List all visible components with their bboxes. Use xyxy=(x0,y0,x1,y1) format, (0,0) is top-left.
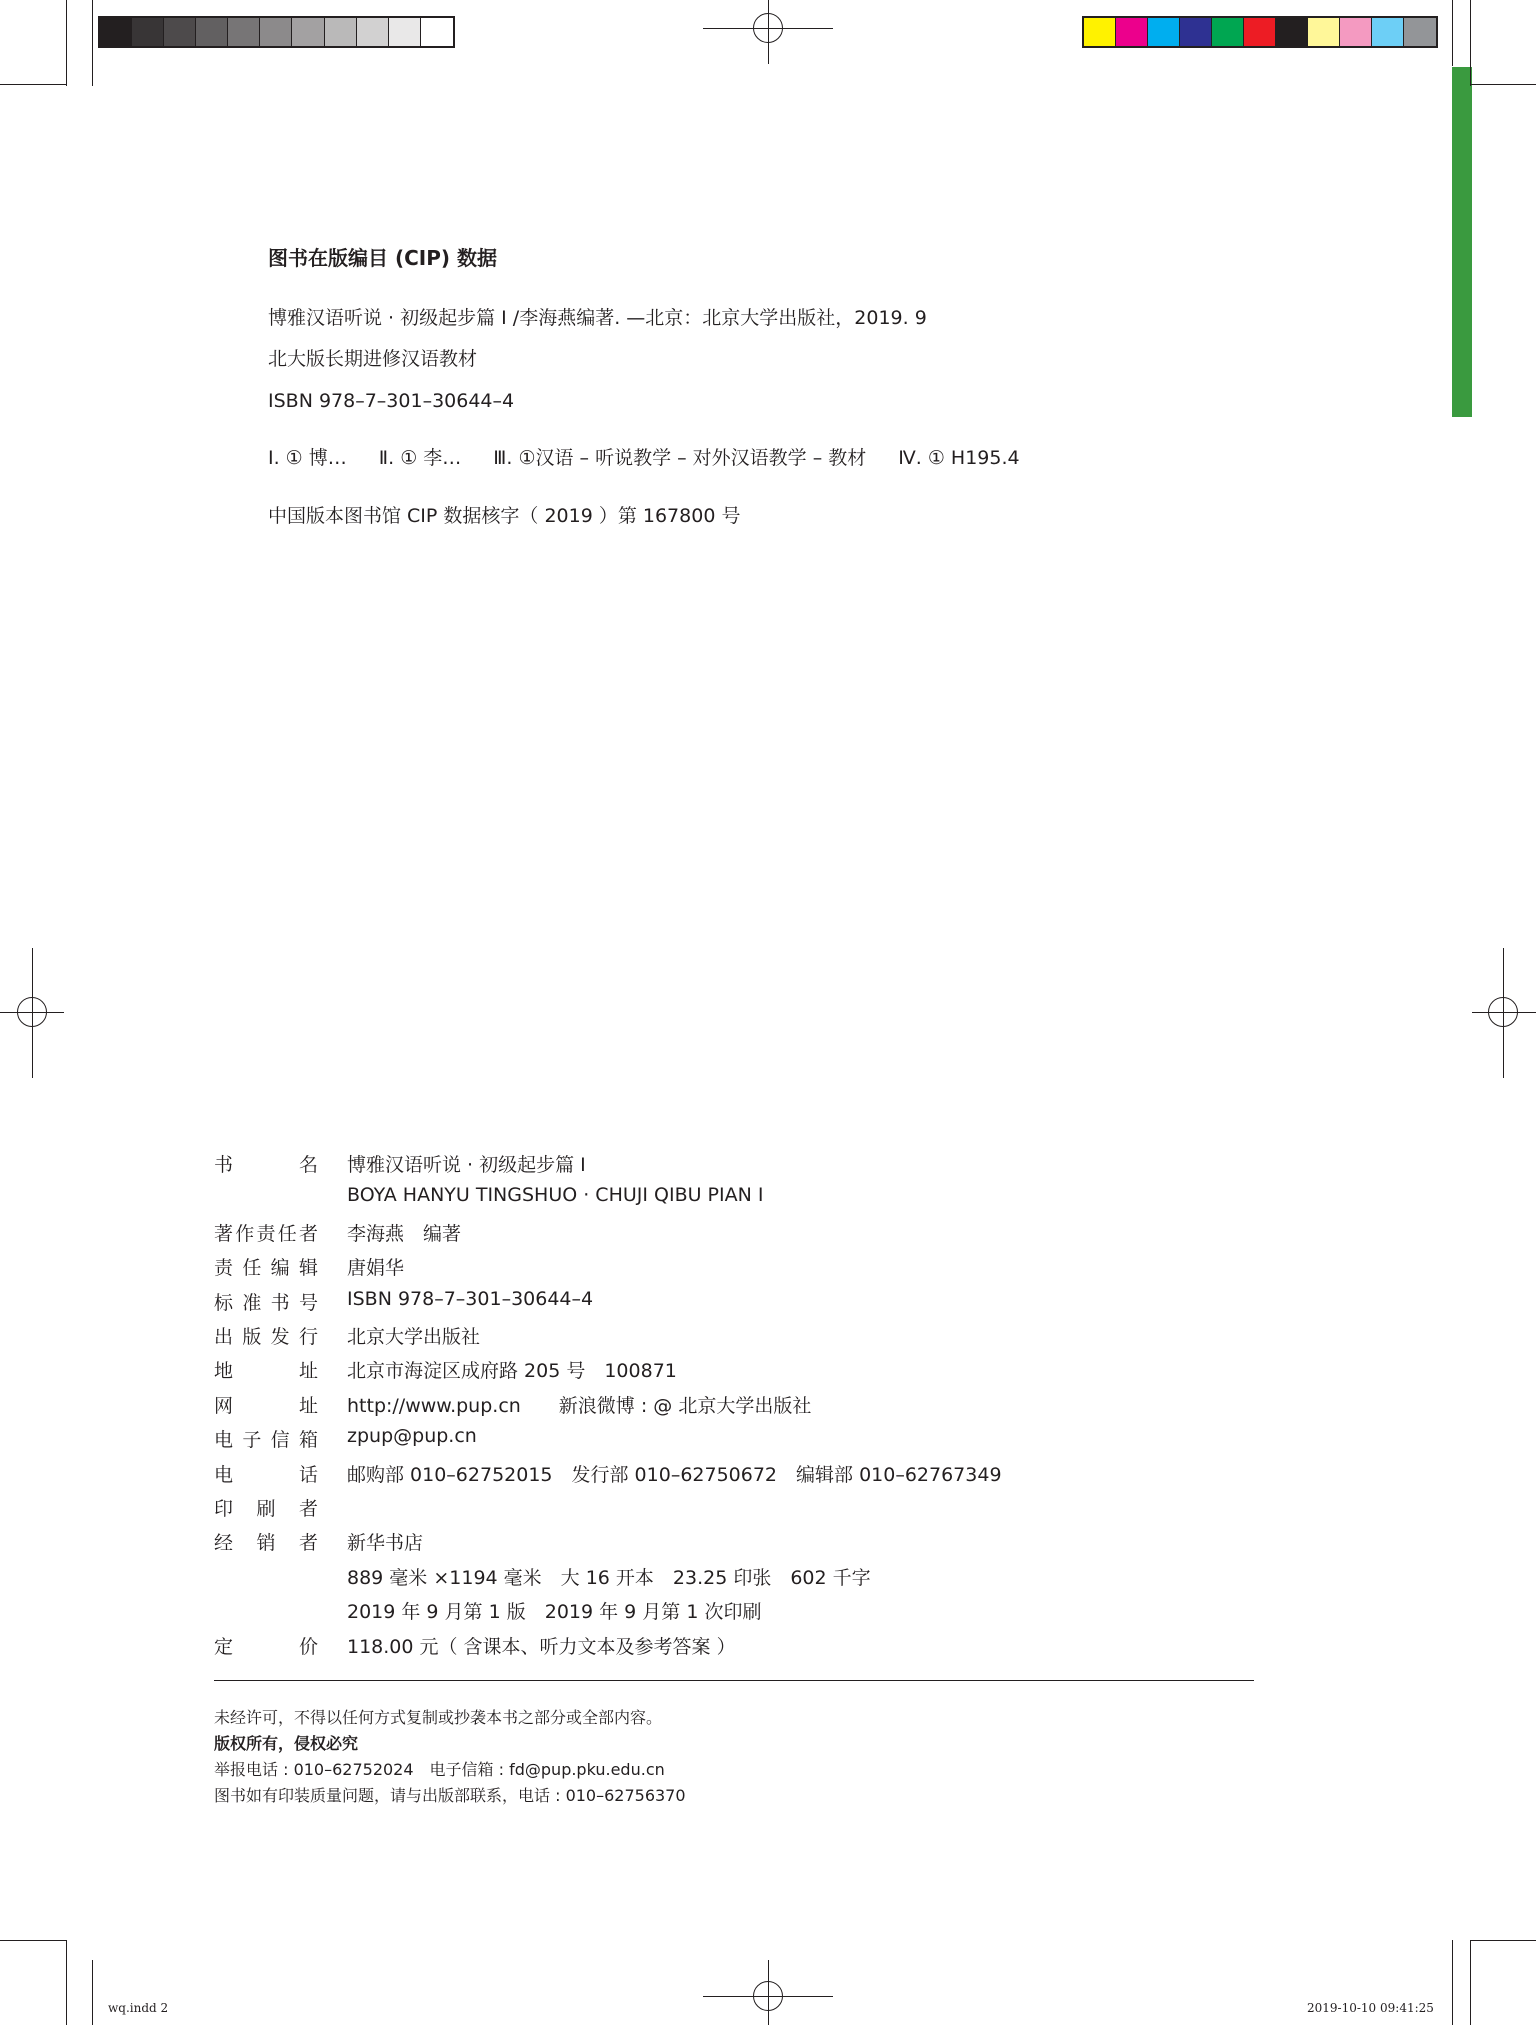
color-swatch xyxy=(1148,18,1180,46)
cip-bibliographic-line: 博雅汉语听说 · 初级起步篇 Ⅰ /李海燕编著. —北京：北京大学出版社，2019. 9 xyxy=(268,307,927,329)
colophon-label: 责 任 编 辑 xyxy=(214,1257,318,1280)
quality-contact: 图书如有印装质量问题，请与出版部联系，电话 : 010–62756370 xyxy=(214,1786,686,1805)
color-swatch xyxy=(1372,18,1404,46)
cip-isbn-line: ISBN 978–7–301–30644–4 xyxy=(268,390,515,412)
colophon-label: 著 作 责 任 者 xyxy=(214,1222,318,1245)
color-swatch xyxy=(1276,18,1308,46)
copy-notice: 未经许可，不得以任何方式复制或抄袭本书之部分或全部内容。 xyxy=(214,1708,663,1727)
colophon-value: BOYA HANYU TINGSHUO · CHUJI QIBU PIAN Ⅰ xyxy=(347,1184,764,1207)
colophon-value: 北京市海淀区成府路 205 号 100871 xyxy=(347,1360,677,1383)
gray-swatch xyxy=(357,18,389,46)
colophon-label: 网 址 xyxy=(214,1394,318,1417)
cip-number: 中国版本图书馆 CIP 数据核字（ 2019 ）第 167800 号 xyxy=(268,505,741,527)
colophon-value: 李海燕 编著 xyxy=(347,1222,462,1245)
colophon-value: http://www.pup.cn 新浪微博 : @ 北京大学出版社 xyxy=(347,1394,812,1417)
cip-title: 图书在版编目 (CIP) 数据 xyxy=(268,246,497,270)
rights-notice: 版权所有，侵权必究 xyxy=(214,1734,359,1753)
colophon-value: 2019 年 9 月第 1 版 2019 年 9 月第 1 次印刷 xyxy=(347,1601,762,1624)
color-swatch xyxy=(1180,18,1212,46)
gray-swatch xyxy=(389,18,421,46)
footer-file: wq.indd 2 xyxy=(108,2001,169,2015)
color-swatch xyxy=(1244,18,1276,46)
colophon-value: 博雅汉语听说 · 初级起步篇 Ⅰ xyxy=(347,1154,586,1176)
grayscale-bar xyxy=(98,16,455,48)
cip-class-3: Ⅲ. ①汉语 – 听说教学 – 对外汉语教学 – 教材 xyxy=(493,447,867,469)
cip-class-1: Ⅰ. ① 博… xyxy=(268,447,347,469)
colophon-value: 邮购部 010–62752015 发行部 010–62750672 编辑部 010–62767349 xyxy=(347,1463,1002,1486)
gray-swatch xyxy=(132,18,164,46)
cip-series-line: 北大版长期进修汉语教材 xyxy=(268,348,478,370)
color-swatch xyxy=(1404,18,1436,46)
colophon-value: 唐娟华 xyxy=(347,1257,405,1280)
cip-classification-line xyxy=(268,449,1020,468)
cip-class-4: Ⅳ. ① H195.4 xyxy=(898,447,1020,469)
colophon-value: zpup@pup.cn xyxy=(347,1425,477,1448)
color-bar xyxy=(1082,16,1438,48)
gray-swatch xyxy=(260,18,292,46)
colophon-label: 定 价 xyxy=(214,1635,318,1658)
colophon-label: 印 刷 者 xyxy=(214,1498,318,1520)
gray-swatch xyxy=(228,18,260,46)
color-swatch xyxy=(1116,18,1148,46)
footer-timestamp: 2019-10-10 09:41:25 xyxy=(1307,2001,1434,2015)
gray-swatch xyxy=(100,18,132,46)
colophon-label: 地 址 xyxy=(214,1360,318,1383)
colophon-label: 出 版 发 行 xyxy=(214,1326,318,1348)
colophon-label: 书 名 xyxy=(214,1154,318,1176)
gray-swatch xyxy=(421,18,453,46)
section-tab xyxy=(1452,67,1472,417)
colophon-label: 经 销 者 xyxy=(214,1532,318,1555)
colophon-label: 电 子 信 箱 xyxy=(214,1429,318,1452)
colophon-value: 新华书店 xyxy=(347,1532,424,1555)
divider xyxy=(214,1680,1254,1681)
cip-class-2: Ⅱ. ① 李… xyxy=(378,447,462,469)
colophon-label: 标 准 书 号 xyxy=(214,1291,318,1314)
colophon-value: 118.00 元（ 含课本、听力文本及参考答案 ） xyxy=(347,1635,736,1658)
gray-swatch xyxy=(164,18,196,46)
colophon-label: 电 话 xyxy=(214,1463,318,1486)
color-swatch xyxy=(1212,18,1244,46)
color-swatch xyxy=(1308,18,1340,46)
color-swatch xyxy=(1340,18,1372,46)
gray-swatch xyxy=(325,18,357,46)
color-swatch xyxy=(1084,18,1116,46)
colophon-value: 889 毫米 ×1194 毫米 大 16 开本 23.25 印张 602 千字 xyxy=(347,1566,871,1589)
colophon-value: ISBN 978–7–301–30644–4 xyxy=(347,1287,594,1310)
gray-swatch xyxy=(292,18,324,46)
gray-swatch xyxy=(196,18,228,46)
colophon-value: 北京大学出版社 xyxy=(347,1326,481,1348)
report-contact: 举报电话 : 010–62752024 电子信箱 : fd@pup.pku.edu.cn xyxy=(214,1760,665,1779)
